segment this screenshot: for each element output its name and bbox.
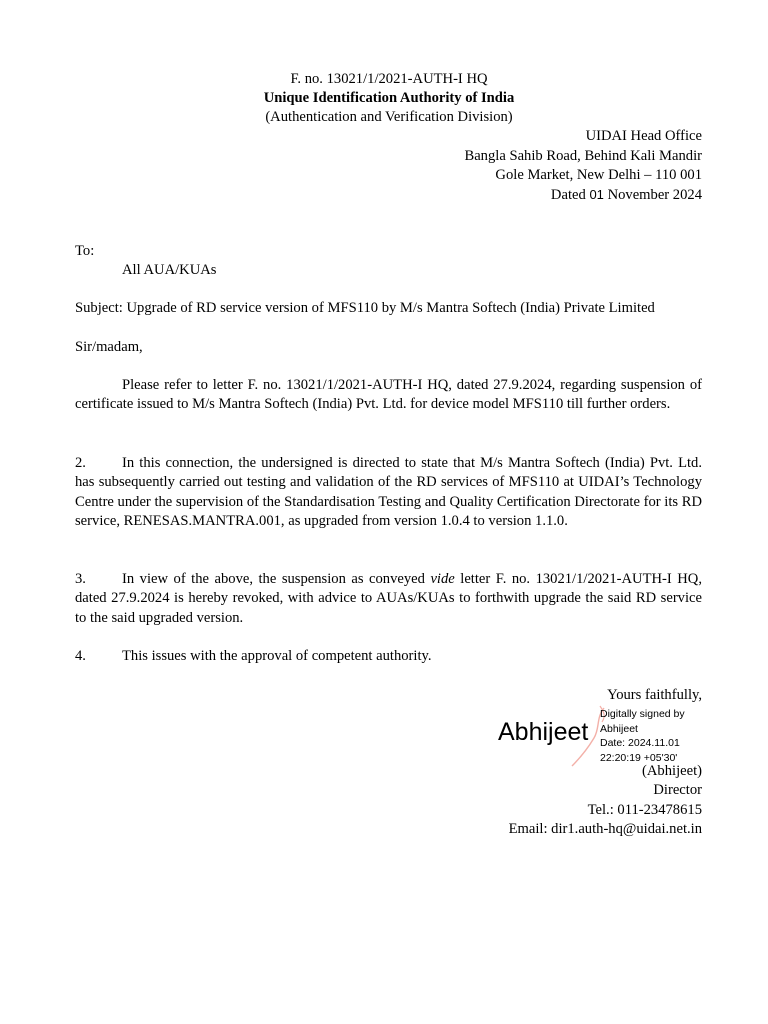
signature-meta-1: Digitally signed by xyxy=(600,708,685,720)
signatory-name: (Abhijeet) xyxy=(642,763,702,779)
address-line-2: Bangla Sahib Road, Behind Kali Mandir xyxy=(464,148,702,164)
signatory-phone: Tel.: 011-23478615 xyxy=(587,802,702,818)
paragraph-2 xyxy=(75,454,702,532)
paragraph-3-vide: vide xyxy=(430,571,455,587)
division-name: (Authentication and Verification Division) xyxy=(265,109,513,125)
paragraph-3-text-b: letter F. no. 13021/1/2021-AUTH-I HQ, dated 27.9.2024 is hereby revoked, with advice to AUAs/KUAs to forthwith upgrade the said RD service to the said upgraded version. xyxy=(75,571,702,626)
signature-meta-2: Abhijeet xyxy=(600,722,638,735)
paragraph-4-number: 4. xyxy=(75,648,86,664)
signatory-email[interactable]: Email: dir1.auth-hq@uidai.net.in xyxy=(508,821,702,837)
dated-day: 01 xyxy=(589,187,604,202)
paragraph-1 xyxy=(75,376,702,415)
digital-signature-details xyxy=(600,707,685,765)
paragraph-4 xyxy=(75,647,702,666)
paragraph-2-number: 2. xyxy=(75,455,86,471)
dated-month-year: November 2024 xyxy=(607,187,702,203)
address-line-3: Gole Market, New Delhi – 110 001 xyxy=(495,167,702,183)
closing: Yours faithfully, xyxy=(607,687,702,703)
paragraph-1-text: Please refer to letter F. no. 13021/1/2021-AUTH-I HQ, dated 27.9.2024, regarding suspension of certificate issued to M/s Mantra Softech (India) Pvt. Ltd. for device model MFS110 till further orders. xyxy=(75,377,702,413)
organization-name: Unique Identification Authority of India xyxy=(263,90,515,106)
recipient-name: All AUA/KUAs xyxy=(122,262,217,278)
file-number: F. no. 13021/1/2021-AUTH-I HQ xyxy=(290,71,488,87)
paragraph-3-number: 3. xyxy=(75,571,86,587)
salutation: Sir/madam, xyxy=(75,339,143,355)
subject-line: Subject: Upgrade of RD service version of MFS110 by M/s Mantra Softech (India) Private Limited xyxy=(75,300,655,316)
dated-label: Dated xyxy=(550,187,586,203)
paragraph-2-text: In this connection, the undersigned is directed to state that M/s Mantra Softech (India) Pvt. Ltd. has subsequently carried out testing and validation of the RD services of MFS110 at UIDAI’s Technology Centre under the supervision of the Standardisation Testing and Quality Certification Directorate for its RD service, RENESAS.MANTRA.001, as upgraded from version 1.0.4 to version 1.1.0. xyxy=(75,455,702,530)
letter-date xyxy=(551,185,702,205)
signature-meta-4: 22:20:19 +05'30' xyxy=(600,751,678,764)
address-line-1: UIDAI Head Office xyxy=(585,128,702,144)
paragraph-3-text-a: In view of the above, the suspension as conveyed xyxy=(122,571,425,587)
digital-signature-name: Abhijeet xyxy=(498,718,589,746)
signatory-title: Director xyxy=(653,782,702,798)
signature-meta-3: Date: 2024.11.01 xyxy=(600,737,680,749)
to-label: To: xyxy=(75,243,95,259)
paragraph-3 xyxy=(75,570,702,628)
paragraph-4-text: This issues with the approval of competent authority. xyxy=(122,648,432,664)
